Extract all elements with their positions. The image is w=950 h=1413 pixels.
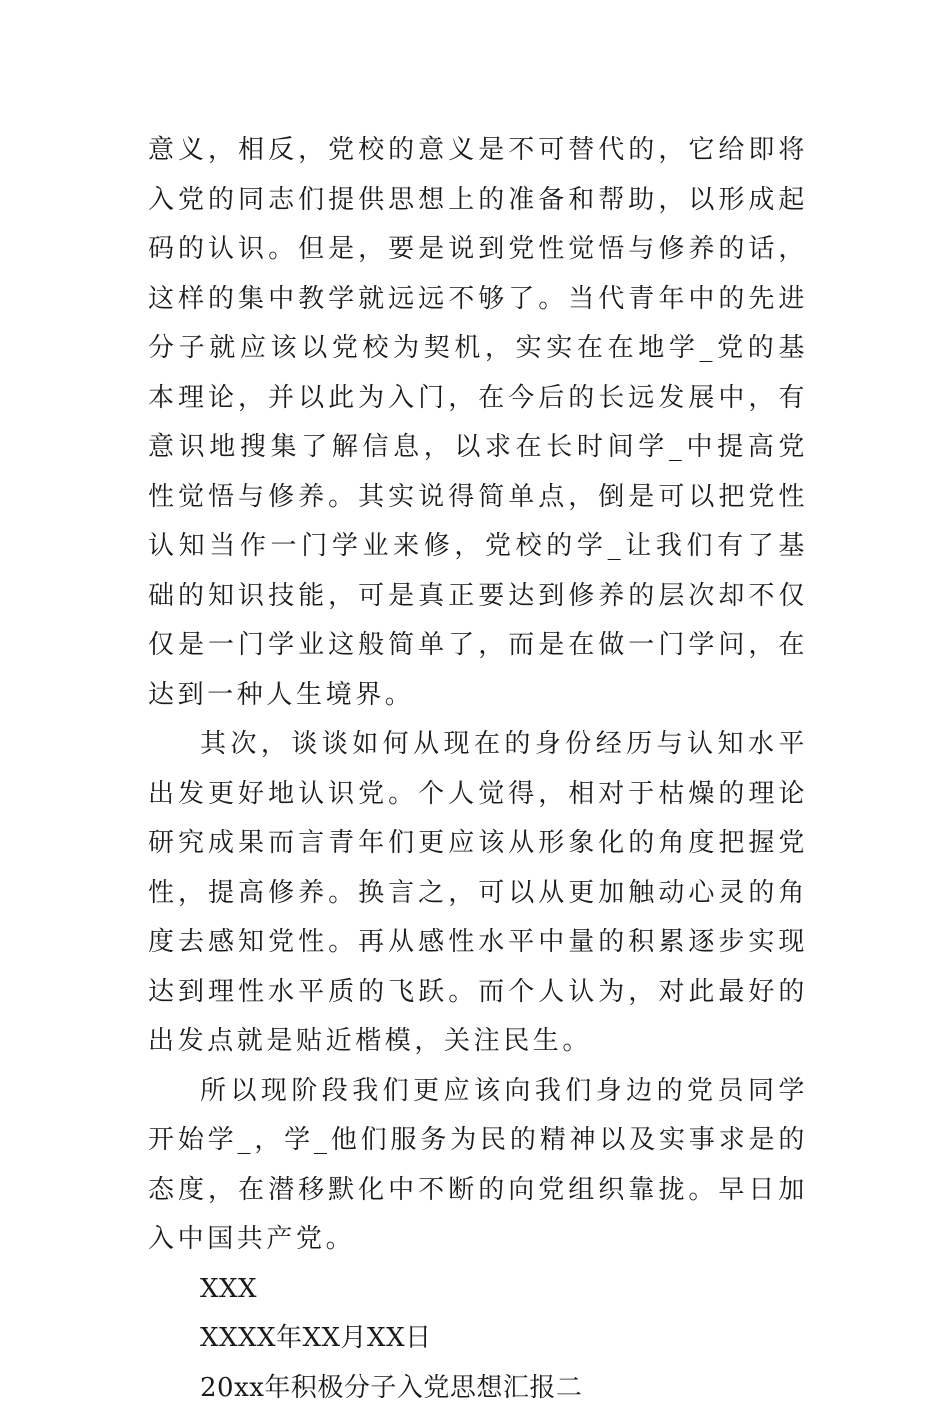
- next-section-title: 20xx年积极分子入党思想汇报二: [148, 1364, 808, 1413]
- paragraph-understanding-party: 其次，谈谈如何从现在的身份经历与认知水平出发更好地认识党。个人觉得，相对于枯燥的理论研究成果而言青年们更应该从形象化的角度把握党性，提高修养。换言之，可以从更加触动心灵的角度去感知党性。再从感性水平中量的积累逐步实现达到理性水平质的飞跃。而个人认为，对此最好的出发点就是贴近楷模，关注民生。: [148, 720, 808, 1067]
- paragraph-learn-from-members: 所以现阶段我们更应该向我们身边的党员同学开始学_，学_他们服务为民的精神以及实事求是的态度，在潜移默化中不断的向党组织靠拢。早日加入中国共产党。: [148, 1067, 808, 1265]
- paragraph-continuation: 意义，相反，党校的意义是不可替代的，它给即将入党的同志们提供思想上的准备和帮助，以形成起码的认识。但是，要是说到党性觉悟与修养的话，这样的集中教学就远远不够了。当代青年中的先进分子就应该以党校为契机，实实在在地学_党的基本理论，并以此为入门，在今后的长远发展中，有意识地搜集了解信息，以求在长时间学_中提高党性觉悟与修养。其实说得简单点，倒是可以把党性认知当作一门学业来修，党校的学_让我们有了基础的知识技能，可是真正要达到修养的层次却不仅仅是一门学业这般简单了，而是在做一门学问，在达到一种人生境界。: [148, 126, 808, 720]
- signature-date: XXXX年XX月XX日: [148, 1314, 808, 1364]
- document-body: [148, 126, 808, 1413]
- signature-name: XXX: [148, 1265, 808, 1315]
